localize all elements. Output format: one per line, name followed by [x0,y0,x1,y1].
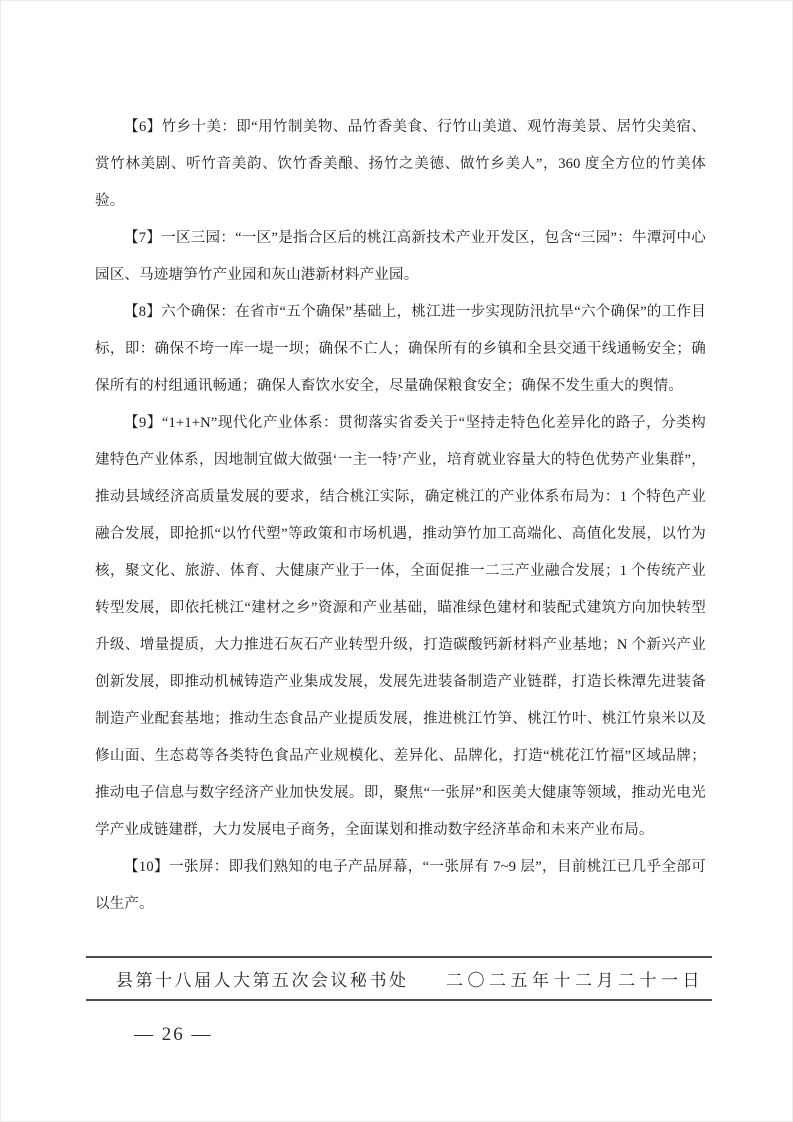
endnote-9: 【9】“1+1+N”现代化产业体系：贯彻落实省委关于“坚持走特色化差异化的路子，分类构建特色产业体系，因地制宜做大做强‘一主一特’产业，培育就业容量大的特色优势产业集群”，推动县域经济高质量发展的要求，结合桃江实际，确定桃江的产业体系布局为：1 个特色产业融合发展，即抢抓“以竹代塑”等政策和市场机遇，推动笋竹加工高端化、高值化发展，以竹为核，聚文化、旅游、体育、大健康产业于一体，全面促推一二三产业融合发展；1 个传统产业转型发展，即依托桃江“建材之乡”资源和产业基础，瞄准绿色建材和装配式建筑方向加快转型升级、增量提质，大力推进石灰石产业转型升级，打造碳酸钙新材料产业基地；N 个新兴产业创新发展，即推动机械铸造产业集成发展，发展先进装备制造产业链群，打造长株潭先进装备制造产业配套基地；推动生态食品产业提质发展，推进桃江竹笋、桃江竹叶、桃江竹泉米以及修山面、生态葛等各类特色食品产业规模化、差异化、品牌化，打造“桃花江竹福”区域品牌；推动电子信息与数字经济产业加快发展。即，聚焦“一张屏”和医美大健康等领域，推动光电光学产业成链建群，大力发展电子商务，全面谋划和推动数字经济革命和未来产业布局。 [95,415,706,838]
footer-signature-block [86,956,712,1001]
endnote-7: 【7】一区三园：“一区”是指合区后的桃江高新技术产业开发区，包含“三园”：牛潭河中心园区、马迹塘笋竹产业园和灰山港新材料产业园。 [95,230,706,283]
endnote-8: 【8】六个确保：在省市“五个确保”基础上，桃江进一步实现防汛抗旱“六个确保”的工作目标，即：确保不垮一库一堤一坝；确保不亡人；确保所有的乡镇和全县交通干线通畅安全；确保所有的村组通讯畅通；确保人畜饮水安全，尽量确保粮食安全；确保不发生重大的舆情。 [95,304,706,394]
endnotes-section [95,109,706,923]
footer-date: 二〇二五年十二月二十一日 [446,971,704,990]
endnote-10: 【10】一张屏：即我们熟知的电子产品屏幕，“一张屏有 7~9 层”，目前桃江已几乎全部可以生产。 [95,859,706,912]
endnote-6: 【6】竹乡十美：即“用竹制美物、品竹香美食、行竹山美道、观竹海美景、居竹尖美宿、赏竹林美剧、听竹音美韵、饮竹香美酿、扬竹之美德、做竹乡美人”，360 度全方位的竹美体验。 [95,119,706,209]
footer-issuer: 县第十八届人大第五次会议秘书处 [116,971,409,990]
page-number: — 26 — [134,1024,213,1045]
